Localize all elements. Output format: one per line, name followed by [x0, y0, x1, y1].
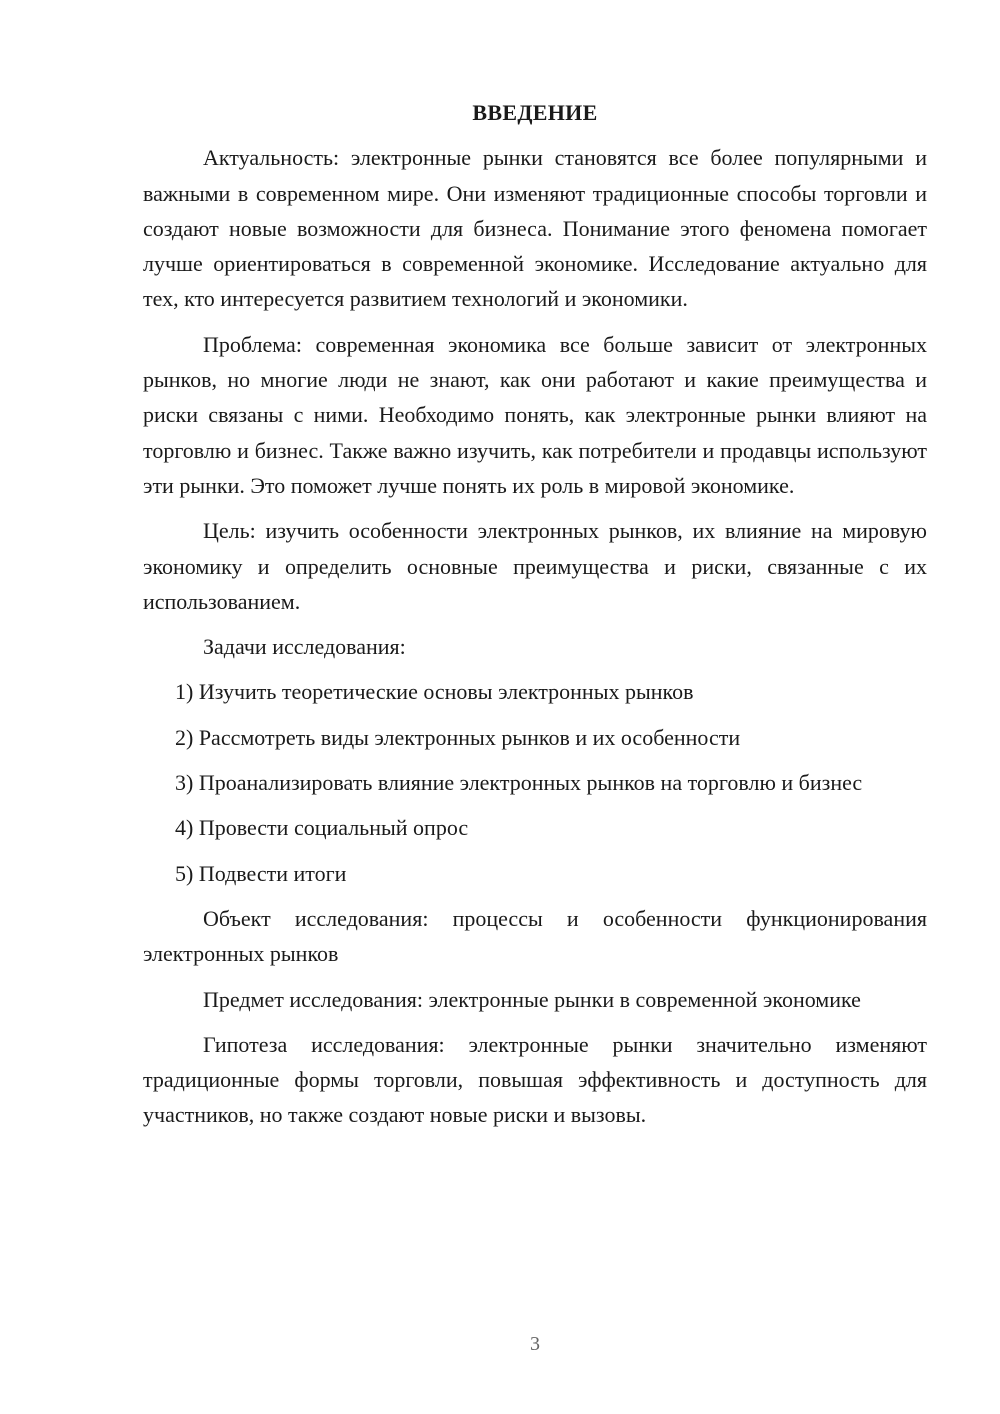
tasks-heading: Задачи исследования: — [203, 634, 406, 660]
task-item: 3) Проанализировать влияние электронных рынков на торговлю и бизнес — [175, 770, 863, 796]
paragraph-relevance: Актуальность: электронные рынки становятся все более популярными и важными в современном мире. Они изменяют традиционные способы торговли и создают новые возможности для бизнеса. Понимание этого феномена помогает лучше ориентироваться в современной экономике. Исследование актуально для тех, кто интересуется развитием технологий и экономики. — [143, 145, 927, 312]
task-item: 4) Провести социальный опрос — [175, 815, 469, 841]
task-item: 5) Подвести итоги — [175, 860, 347, 886]
paragraph-problem: Проблема: современная экономика все больше зависит от электронных рынков, но многие люди не знают, как они работают и какие преимущества и риски связаны с ними. Необходимо понять, как электронные рынки влияют на торговлю и бизнес. Также важно изучить, как потребители и продавцы используют эти рынки. Это поможет лучше понять их роль в мировой экономике. — [143, 331, 927, 498]
task-item: 1) Изучить теоретические основы электронных рынков — [175, 679, 694, 705]
task-item: 2) Рассмотреть виды электронных рынков и их особенности — [175, 724, 741, 750]
paragraph-hypothesis: Гипотеза исследования: электронные рынки значительно изменяют традиционные формы торговли, повышая эффективность и доступность для участников, но также создают новые риски и вызовы. — [143, 1031, 927, 1128]
paragraph-subject: Предмет исследования: электронные рынки в современной экономике — [203, 986, 861, 1012]
paragraph-goal: Цель: изучить особенности электронных рынков, их влияние на мировую экономику и определить основные преимущества и риски, связанные с их использованием. — [143, 518, 927, 614]
document-body — [143, 95, 927, 1143]
paragraph-object: Объект исследования: процессы и особенности функционирования электронных рынков — [143, 905, 927, 967]
page-title: ВВЕДЕНИЕ — [472, 100, 598, 125]
page-number: 3 — [530, 1333, 540, 1355]
